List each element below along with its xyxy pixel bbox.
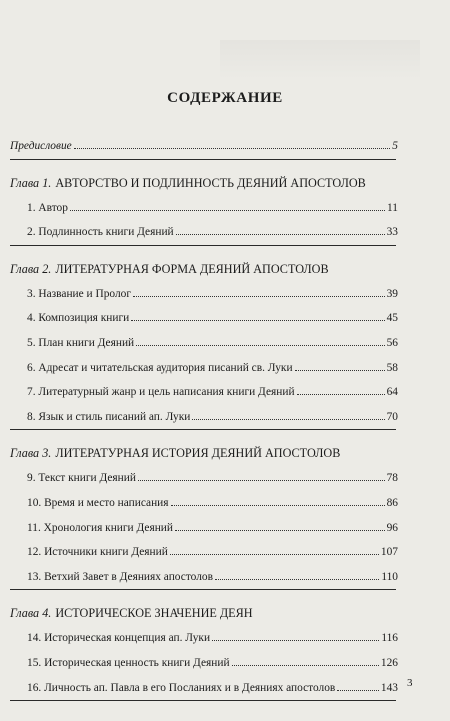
toc-entry[interactable] xyxy=(10,466,398,491)
leader-dots xyxy=(215,579,379,580)
toc-entry[interactable] xyxy=(10,491,398,516)
toc-entry-label: 16. Личность ап. Павла в его Посланиях и в Деяниях апостолов xyxy=(27,681,336,694)
toc-entry-page: 56 xyxy=(386,336,398,349)
toc-entry[interactable] xyxy=(10,405,398,430)
toc-entry-page: 39 xyxy=(386,287,398,300)
leader-dots xyxy=(171,505,385,506)
toc-entry[interactable] xyxy=(10,282,398,307)
toc-entry-page: 116 xyxy=(381,632,398,645)
toc-entry-page: 143 xyxy=(380,681,398,694)
spacer xyxy=(10,430,398,440)
toc-entry-page: 96 xyxy=(386,521,398,534)
toc-entry-preface[interactable] xyxy=(10,134,398,159)
toc-entry-page: 126 xyxy=(380,656,398,669)
toc-entry-label: 12. Источники книги Деяний xyxy=(27,546,168,559)
leader-dots xyxy=(297,394,385,395)
leader-dots xyxy=(70,210,385,211)
chapter-heading[interactable] xyxy=(10,600,398,626)
chapter-title: ЛИТЕРАТУРНАЯ ИСТОРИЯ ДЕЯНИЙ АПОСТОЛОВ xyxy=(55,446,341,461)
page-title: СОДЕРЖАНИЕ xyxy=(167,90,283,106)
toc-entry[interactable] xyxy=(10,540,398,565)
toc-entry-page: 5 xyxy=(392,140,398,152)
toc-entry-label: 15. Историческая ценность книги Деяний xyxy=(27,656,230,669)
chapter-prefix: Глава 1. xyxy=(10,175,52,190)
toc-entry[interactable] xyxy=(10,220,398,245)
toc-entry-page: 33 xyxy=(386,226,398,239)
chapter-title: ЛИТЕРАТУРНАЯ ФОРМА ДЕЯНИЙ АПОСТОЛОВ xyxy=(55,261,329,276)
toc-entry[interactable] xyxy=(10,651,398,676)
chapter-title: АВТОРСТВО И ПОДЛИННОСТЬ ДЕЯНИЙ АПОСТОЛОВ xyxy=(55,175,366,190)
leader-dots xyxy=(74,148,391,149)
leader-dots xyxy=(192,419,384,420)
chapter-heading[interactable] xyxy=(10,256,398,282)
page-number: 3 xyxy=(407,677,413,689)
toc-entry-page: 58 xyxy=(386,361,398,374)
toc-entry-label: 11. Хронология книги Деяний xyxy=(27,521,173,534)
toc-entry-page: 11 xyxy=(387,201,398,214)
toc-entry-page: 86 xyxy=(386,496,398,509)
toc-entry-page: 45 xyxy=(386,312,398,325)
leader-dots xyxy=(232,665,379,666)
toc-entry[interactable] xyxy=(10,626,398,651)
divider xyxy=(10,700,396,701)
chapter-prefix: Глава 4. xyxy=(10,606,52,621)
toc-entry[interactable] xyxy=(10,676,398,701)
toc-entry[interactable] xyxy=(10,565,398,590)
chapter-prefix: Глава 2. xyxy=(10,261,52,276)
toc-entry-label: 4. Композиция книги xyxy=(27,312,130,325)
toc-entry-label: 8. Язык и стиль писаний ап. Луки xyxy=(27,410,191,423)
toc-entry-label: 3. Название и Пролог xyxy=(27,287,132,300)
chapter-heading[interactable] xyxy=(10,440,398,466)
toc-entry-label: 2. Подлинность книги Деяний xyxy=(27,226,174,239)
show-through-text xyxy=(220,40,420,80)
leader-dots xyxy=(138,480,385,481)
spacer xyxy=(10,160,398,170)
toc-entry[interactable] xyxy=(10,306,398,331)
toc-entry-label: 1. Автор xyxy=(27,201,68,214)
toc-entry[interactable] xyxy=(10,196,398,221)
toc-entry-label: 14. Историческая концепция ап. Луки xyxy=(27,632,211,645)
toc-entry-label: 13. Ветхий Завет в Деяниях апостолов xyxy=(27,570,213,583)
chapter-prefix: Глава 3. xyxy=(10,446,52,461)
toc-entry-label: Предисловие xyxy=(10,140,72,152)
toc-entry-label: 9. Текст книги Деяний xyxy=(27,472,136,485)
leader-dots xyxy=(295,370,385,371)
leader-dots xyxy=(337,690,379,691)
toc-entry-page: 64 xyxy=(386,386,398,399)
toc-entry[interactable] xyxy=(10,331,398,356)
spacer xyxy=(10,246,398,256)
toc-entry-page: 70 xyxy=(386,410,398,423)
toc-entry[interactable] xyxy=(10,516,398,541)
toc-entry-label: 7. Литературный жанр и цель написания книги Деяний xyxy=(27,386,295,399)
spacer xyxy=(10,590,398,600)
toc-entry-label: 6. Адресат и читательская аудитория писаний св. Луки xyxy=(27,361,293,374)
toc-entry-label: 10. Время и место написания xyxy=(27,496,169,509)
toc-entry[interactable] xyxy=(10,356,398,381)
toc-entry-page: 107 xyxy=(380,546,398,559)
leader-dots xyxy=(175,530,385,531)
toc-entry[interactable] xyxy=(10,380,398,405)
leader-dots xyxy=(136,345,384,346)
chapter-heading[interactable] xyxy=(10,170,398,196)
table-of-contents xyxy=(10,134,398,701)
toc-entry-page: 110 xyxy=(381,570,398,583)
chapter-title: ИСТОРИЧЕСКОЕ ЗНАЧЕНИЕ ДЕЯН xyxy=(55,606,253,621)
leader-dots xyxy=(131,320,384,321)
leader-dots xyxy=(133,296,385,297)
leader-dots xyxy=(170,554,379,555)
toc-entry-label: 5. План книги Деяний xyxy=(27,336,135,349)
toc-entry-page: 78 xyxy=(386,472,398,485)
leader-dots xyxy=(176,234,385,235)
leader-dots xyxy=(212,640,379,641)
